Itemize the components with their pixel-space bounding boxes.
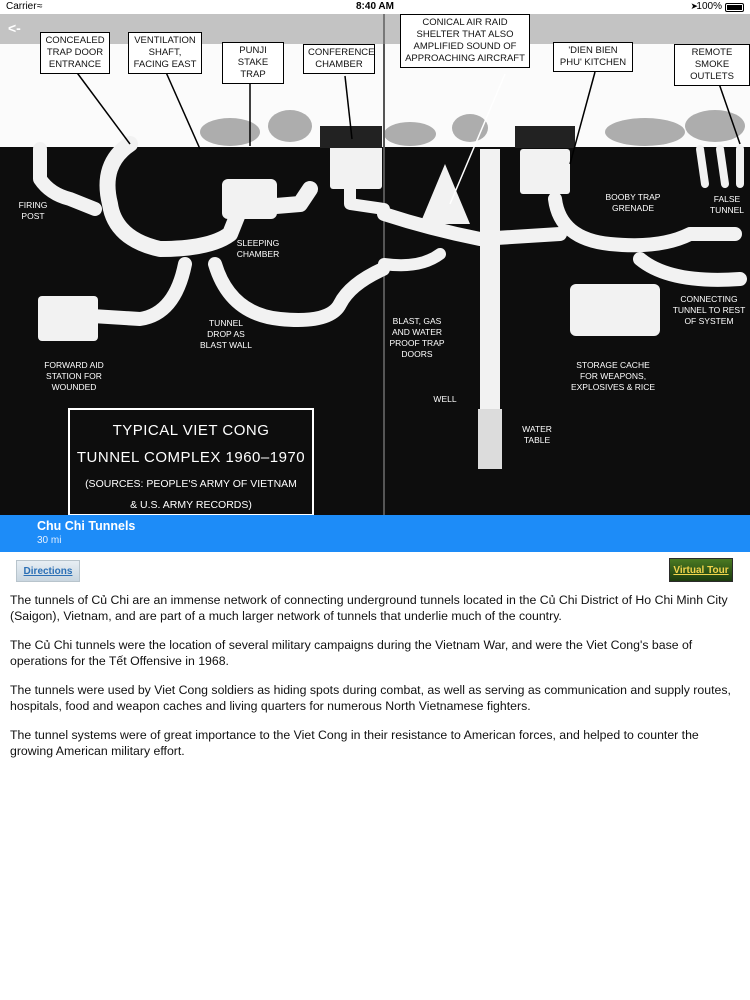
caption-forward-aid: FORWARD AID STATION FOR WOUNDED [44,360,104,392]
description-paragraph: The tunnels were used by Viet Cong soldiers as hiding spots during combat, as well as serving as communication and supply routes, hospitals, food and weapon caches and living quarters for numerous North Vietnamese fighters. [10,683,731,713]
description-paragraph: The Củ Chi tunnels were the location of several military campaigns during the Vietnam War, and were the Viet Cong's base of operations for the Tết Offensive in 1968. [10,638,693,668]
battery-percent: 100% [696,1,722,12]
diagram-source-line2: & U.S. ARMY RECORDS) [130,499,252,511]
carrier-label: Carrier [6,1,37,12]
caption-false-tunnel: FALSE TUNNEL [709,194,744,215]
place-title: Chu Chi Tunnels [37,519,136,533]
location-arrow-icon: ➤ [690,1,698,11]
diagram-source-line1: (SOURCES: PEOPLE'S ARMY OF VIETNAM [85,478,297,490]
description-text [10,593,738,773]
place-header-bar [0,515,750,552]
caption-water-table: WATER TABLE [522,424,552,445]
back-button[interactable]: <- [8,20,21,36]
place-distance: 30 mi [37,535,62,546]
hero-image [0,14,750,515]
diagram-title-line1: TYPICAL VIET CONG [112,422,270,439]
label-dien-bien-phu: 'DIEN BIEN PHU' KITCHEN [553,42,633,72]
virtual-tour-button[interactable]: Virtual Tour [669,558,733,582]
caption-connecting-tunnel: CONNECTING TUNNEL TO REST OF SYSTEM [672,294,746,326]
status-bar [0,0,750,14]
caption-tunnel-drop: TUNNEL DROP AS BLAST WALL [200,318,252,350]
battery-icon [725,3,744,12]
label-concealed-trap-door: CONCEALED TRAP DOOR ENTRANCE [40,32,110,74]
diagram-title-panel [68,408,314,515]
label-conference-chamber: CONFERENCE CHAMBER [303,44,375,74]
directions-button[interactable]: Directions [16,560,80,582]
caption-booby-trap: BOOBY TRAP GRENADE [605,192,661,213]
label-punji-stake: PUNJI STAKE TRAP [222,42,284,84]
description-paragraph: The tunnels of Củ Chi are an immense network of connecting underground tunnels located in the Củ Chi District of Ho Chi Minh City (Saigon), Vietnam, and are part of a much larger network of tunnels that underlie much of the country. [10,593,728,623]
caption-storage-cache: STORAGE CACHE FOR WEAPONS, EXPLOSIVES & RICE [570,360,656,392]
wifi-icon: ≈ [37,1,43,12]
navigation-bar [0,14,750,44]
clock: 8:40 AM [356,1,394,12]
caption-well: WELL [433,394,457,404]
caption-sleeping-chamber: SLEEPING CHAMBER [236,238,280,259]
description-paragraph: The tunnel systems were of great importance to the Viet Cong in their resistance to American forces, and helped to counter the growing American military effort. [10,728,699,758]
label-remote-smoke: REMOTE SMOKE OUTLETS [674,44,750,86]
caption-firing-post: FIRING POST [18,200,48,221]
diagram-title-line2: TUNNEL COMPLEX 1960–1970 [76,449,306,466]
label-air-raid-shelter: CONICAL AIR RAID SHELTER THAT ALSO AMPLIFIED SOUND OF APPROACHING AIRCRAFT [400,14,530,68]
label-ventilation-shaft: VENTILATION SHAFT, FACING EAST [128,32,202,74]
caption-blast-gas: BLAST, GAS AND WATER PROOF TRAP DOORS [389,316,445,359]
